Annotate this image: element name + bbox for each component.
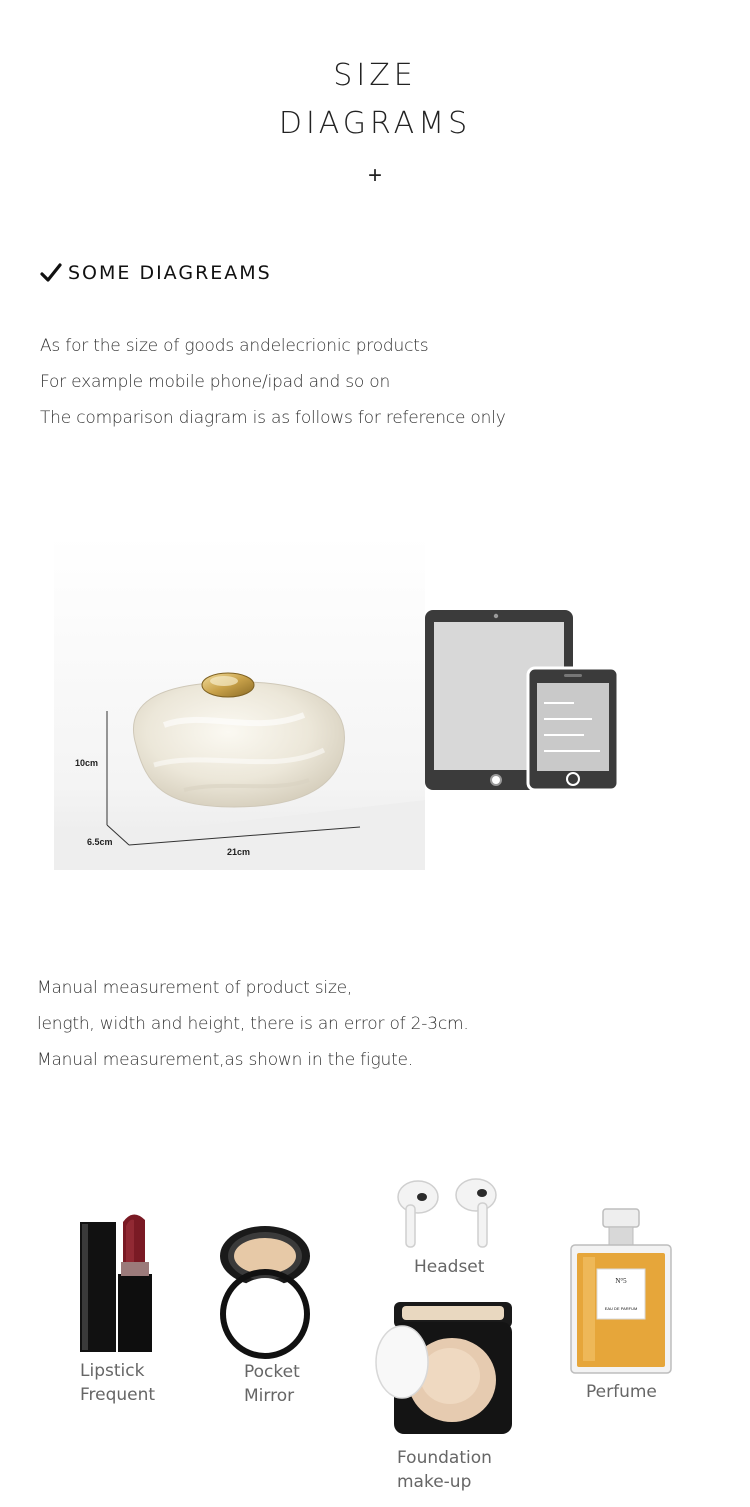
- perfume-label: Perfume: [586, 1382, 657, 1402]
- intro-line-1: As for the size of goods andelecrionic products: [40, 336, 429, 356]
- dimension-height: 10cm: [75, 758, 99, 768]
- clutch-bag-image: [54, 535, 425, 870]
- section-title: SOME DIAGREAMS: [68, 262, 272, 284]
- measurement-line-1: Manual measurement of product size,: [37, 978, 353, 998]
- title-size: SIZE: [333, 58, 417, 93]
- foundation-label-1: Foundation: [397, 1448, 492, 1468]
- dimension-depth: 6.5cm: [87, 837, 113, 847]
- perfume-image: [565, 1205, 677, 1377]
- pocket-mirror-image: [215, 1222, 315, 1362]
- foundation-label-2: make-up: [397, 1472, 472, 1492]
- lipstick-label-1: Lipstick: [80, 1361, 145, 1381]
- check-icon: [40, 263, 62, 283]
- tablet-and-phone-icon: [424, 608, 620, 793]
- section-heading: [40, 262, 272, 284]
- headset-image: [392, 1175, 502, 1253]
- intro-line-3: The comparison diagram is as follows for reference only: [40, 408, 506, 428]
- lipstick-label-2: Frequent: [80, 1385, 156, 1405]
- measurement-line-2: length, width and height, there is an error of 2-3cm.: [37, 1014, 469, 1034]
- mirror-label-2: Mirror: [244, 1386, 295, 1406]
- lipstick-image: [78, 1210, 158, 1355]
- mirror-label-1: Pocket: [244, 1362, 300, 1382]
- measurement-line-3: Manual measurement,as shown in the figute.: [37, 1050, 413, 1070]
- perfume-label-text: EAU DE PARFUM: [604, 1306, 638, 1311]
- plus-symbol: +: [367, 162, 382, 189]
- product-diagram: [54, 535, 425, 870]
- intro-line-2: For example mobile phone/ipad and so on: [40, 372, 391, 392]
- headset-label: Headset: [414, 1257, 485, 1277]
- title-diagrams: DIAGRAMS: [278, 106, 472, 141]
- dimension-width: 21cm: [227, 847, 251, 857]
- perfume-label-number: N°5: [615, 1277, 627, 1285]
- foundation-image: [372, 1300, 518, 1440]
